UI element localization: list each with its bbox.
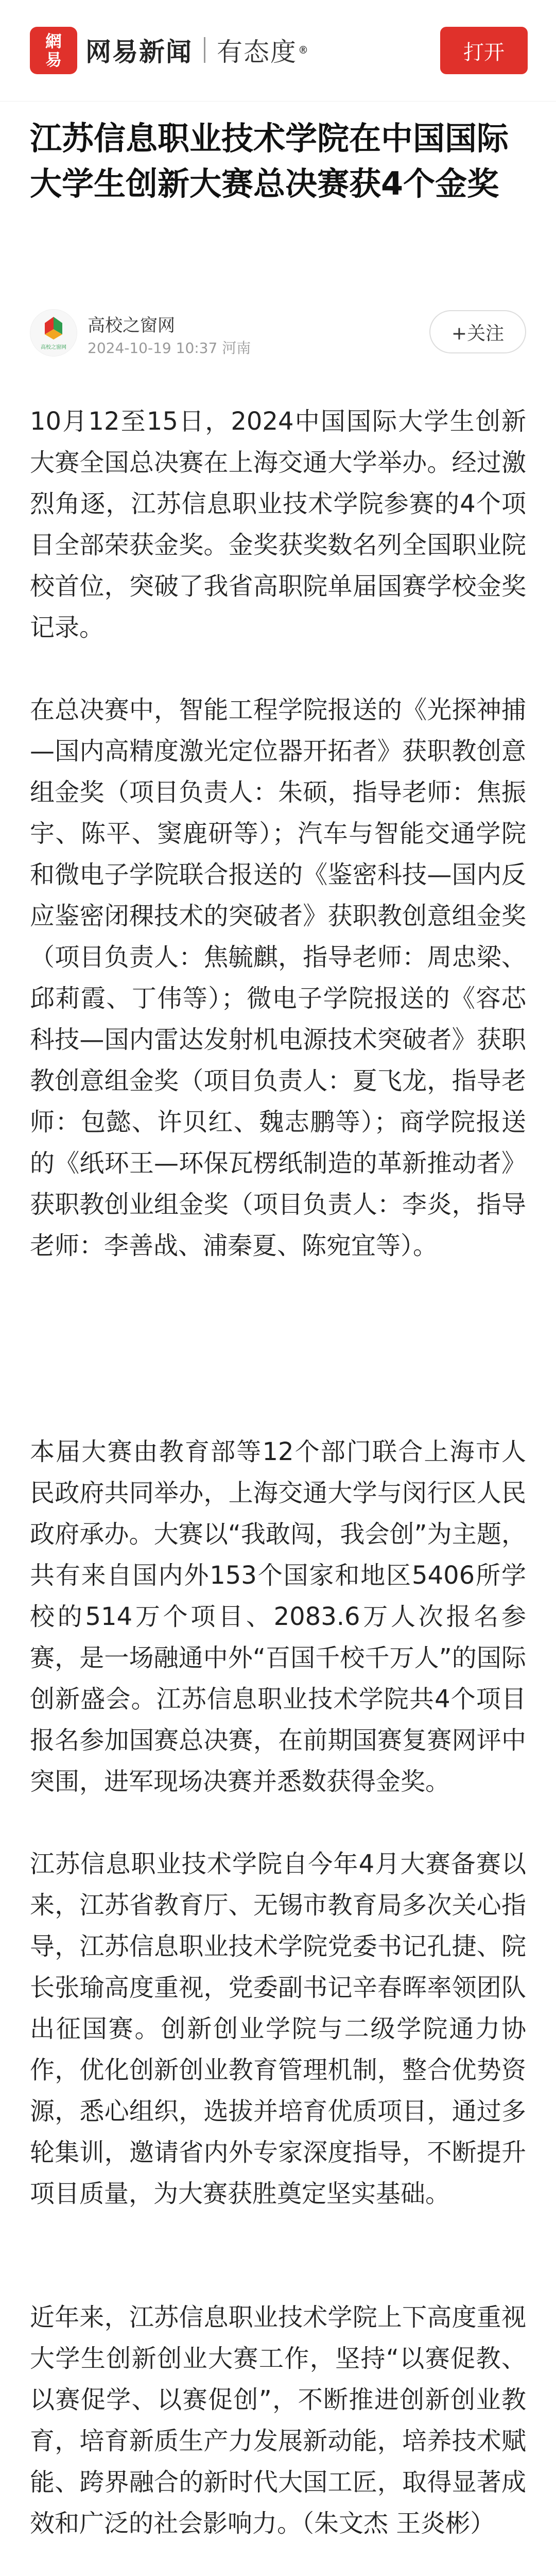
author-row: [30, 305, 526, 362]
netease-logo-icon[interactable]: [30, 27, 77, 74]
follow-button[interactable]: +关注: [429, 310, 526, 353]
author-avatar[interactable]: [30, 309, 77, 357]
app-header: [0, 0, 556, 101]
brand-wordmark: [85, 32, 309, 68]
logo-char-1: 網: [45, 31, 62, 51]
brand-divider: [204, 37, 205, 63]
paragraph-5: 近年来，江苏信息职业技术学院上下高度重视大学生创新创业大赛工作，坚持“以赛促教、以赛促学、以赛促创”，不断推进创新创业教育，培育新质生产力发展新动能，培养技术赋能、跨界融合的新时代大国工匠，取得显著成效和广泛的社会影响力。（朱文杰 王炎彬）: [30, 2303, 526, 2538]
author-name[interactable]: 高校之窗网: [88, 315, 175, 336]
open-app-button[interactable]: 打开: [440, 27, 528, 74]
paragraph-4: 江苏信息职业技术学院自今年4月大赛备赛以来，江苏省教育厅、无锡市教育局多次关心指导，江苏信息职业技术学院党委书记孔捷、院长张瑜高度重视，党委副书记辛春晖率领团队出征国赛。创新创业学院与二级学院通力协作，优化创新创业教育管理机制，整合优势资源，悉心组织，选拔并培育优质项目，通过多轮集训，邀请省内外专家深度指导，不断提升项目质量，为大赛获胜奠定坚实基础。: [30, 1850, 526, 2208]
paragraph-2: 在总决赛中，智能工程学院报送的《光探神捕—国内高精度激光定位器开拓者》获职教创意组金奖（项目负责人：朱硕，指导老师：焦振宇、陈平、窦鹿研等）；汽车与智能交通学院和微电子学院联合报送的《鉴密科技—国内反应鉴密闭稞技术的突破者》获职教创意组金奖（项目负责人：焦毓麒，指导老师：周忠梁、邱莉霞、丁伟等）；微电子学院报送的《容芯科技—国内雷达发射机电源技术突破者》获职教创意组金奖（项目负责人：夏飞龙，指导老师：包懿、许贝红、魏志鹏等）；商学院报送的《纸环王—环保瓦楞纸制造的革新推动者》获职教创业组金奖（项目负责人：李炎，指导老师：李善战、浦秦夏、陈宛宜等）。: [30, 696, 526, 1260]
paragraph-3: 本届大赛由教育部等12个部门联合上海市人民政府共同举办，上海交通大学与闵行区人民政府承办。大赛以“我敢闯，我会创”为主题，共有来自国内外153个国家和地区5406所学校的514万个项目、2083.6万人次报名参赛，是一场融通中外“百国千校千万人”的国际创新盛会。江苏信息职业技术学院共4个项目报名参加国赛总决赛，在前期国赛复赛网评中突围，进军现场决赛并悉数获得金奖。: [30, 1437, 526, 1796]
brand-name: 网易新闻: [85, 37, 193, 67]
article-title: 江苏信息职业技术学院在中国国际大学生创新大赛总决赛获4个金奖: [30, 120, 509, 202]
author-logo-icon: [30, 310, 77, 356]
brand-slogan: 有态度: [217, 37, 297, 67]
registered-mark: ®: [298, 44, 309, 56]
paragraph-1: 10月12至15日，2024中国国际大学生创新大赛全国总决赛在上海交通大学举办。经过激烈角逐，江苏信息职业技术学院参赛的4个项目全部荣获金奖。金奖获奖数名列全国职业院校首位，突破了我省高职院单届国赛学校金奖记录。: [30, 407, 526, 642]
avatar-caption: 高校之窗网: [41, 345, 66, 350]
publish-meta: 2024-10-19 10:37 河南: [88, 340, 251, 357]
logo-char-2: 易: [45, 50, 62, 70]
